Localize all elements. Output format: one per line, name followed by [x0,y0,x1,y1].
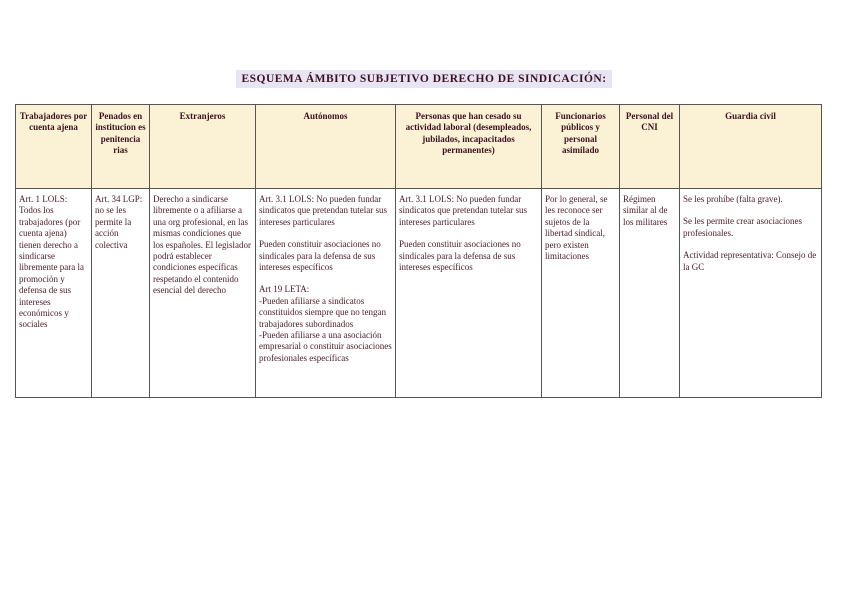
autonomos-paragraph: Art. 3.1 LOLS: No pueden fundar sindicatos que pretendan tutelar sus intereses particulares [259,194,387,227]
autonomos-paragraph: Pueden constituir asociaciones no sindicales para la defensa de sus intereses específicos [259,239,381,273]
header-cni: Personal del CNI [620,105,680,189]
cesados-paragraph: Pueden constituir asociaciones no sindicales para la defensa de sus intereses específicos [399,239,521,273]
header-row [16,105,822,189]
cell-penados: Art. 34 LGP: no se les permite la acción colectiva [92,189,150,398]
header-trabajadores: Trabajadores por cuenta ajena [16,105,92,189]
header-cesados: Personas que han cesado su actividad laboral (desempleados, jubilados, incapacitados permanentes) [396,105,542,189]
header-funcionarios: Funcionarios públicos y personal asimilado [542,105,620,189]
document-title: ESQUEMA ÁMBITO SUBJETIVO DERECHO DE SINDICACIÓN: [236,70,612,88]
cell-cni: Régimen similar al de los militares [620,189,680,398]
scheme-table [15,104,822,398]
cell-guardia-civil [680,189,822,398]
cell-funcionarios: Por lo general, se les reconoce ser sujetos de la libertad sindical, pero existen limitaciones [542,189,620,398]
guardia-paragraph: Se les permite crear asociaciones profesionales. [683,216,802,238]
cell-cesados [396,189,542,398]
cell-extranjeros: Derecho a sindicarse libremente o a afiliarse a una org profesional, en las mismas condiciones que los españoles. El legislador podrá establecer condiciones específicas respetando el contenido esencial del derecho [150,189,256,398]
header-extranjeros: Extranjeros [150,105,256,189]
header-autonomos: Autónomos [256,105,396,189]
content-row [16,189,822,398]
cell-autonomos [256,189,396,398]
cell-trabajadores: Art. 1 LOLS: Todos los trabajadores (por cuenta ajena) tienen derecho a sindicarse libremente para la promoción y defensa de sus intereses económicos y sociales [16,189,92,398]
header-penados: Penados en institucion es penitencia rias [92,105,150,189]
guardia-paragraph: Actividad representativa: Consejo de la GC [683,250,817,272]
cesados-paragraph: Art. 3.1 LOLS: No pueden fundar sindicatos que pretendan tutelar sus intereses particulares [399,194,527,227]
autonomos-paragraph: Art 19 LETA: -Pueden afiliarse a sindicatos constituidos siempre que no tengan trabajadores subordinados -Pueden afiliarse a una asociación empresarial o constituir asociaciones profesionales específicas [259,284,392,363]
header-guardia-civil: Guardia civil [680,105,822,189]
guardia-paragraph: Se les prohíbe (falta grave). [683,194,783,204]
